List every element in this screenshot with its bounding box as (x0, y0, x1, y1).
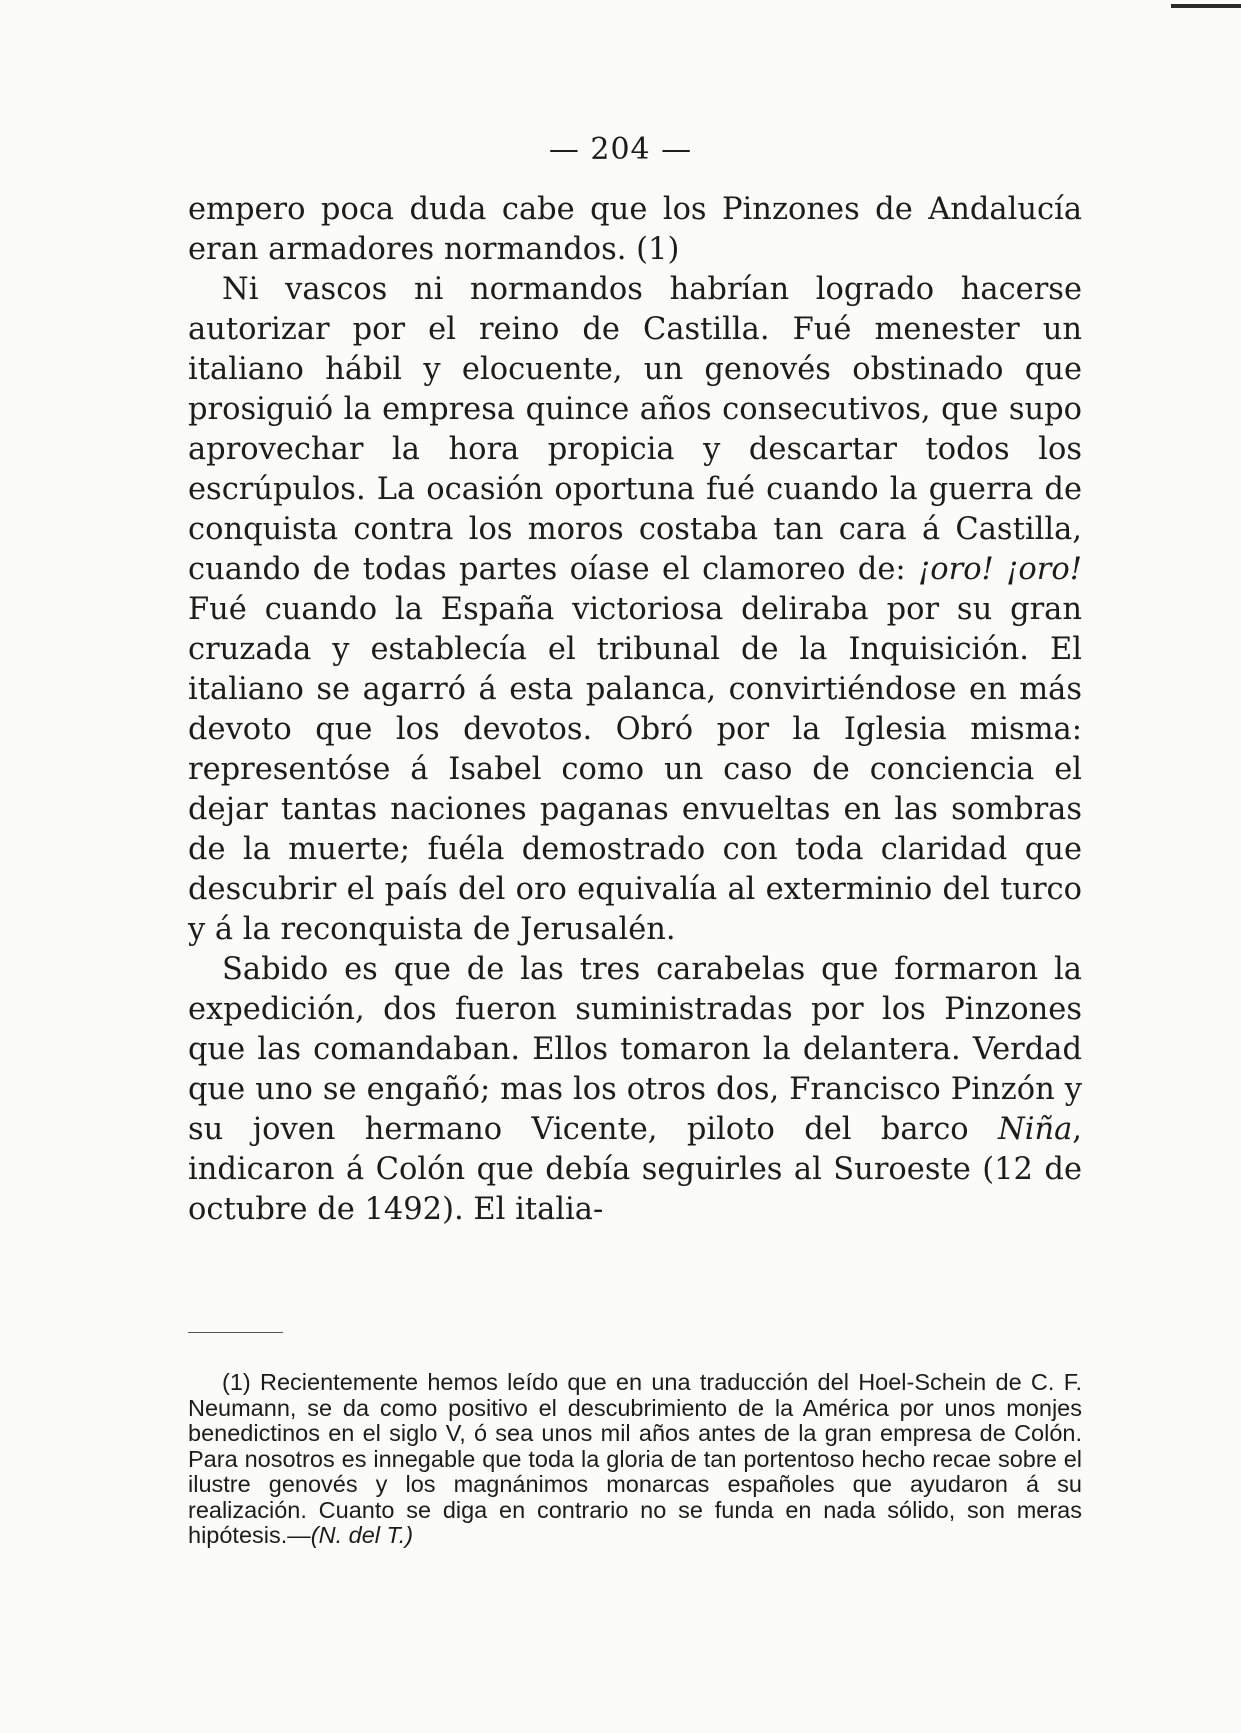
footnote-divider (188, 1332, 283, 1333)
paragraph-2-italic: ¡oro! ¡oro! (918, 552, 1082, 587)
top-edge-rule (1171, 4, 1241, 8)
paragraph-2-text-a: Ni vascos ni normandos habrían logrado hacerse autorizar por el reino de Castilla. Fué menester un italiano hábil y elocuente, un genovés obstinado que prosiguió la empresa quince años consecutivos, que supo aprovechar la hora propicia y descartar todos los escrúpulos. La ocasión oportuna fué cuando la guerra de conquista contra los moros costaba tan cara á Castilla, cuando de todas partes oíase el clamoreo de: (188, 272, 1082, 587)
footnote (188, 1370, 1082, 1549)
paragraph-2 (188, 270, 1082, 950)
paragraph-3-text-a: Sabido es que de las tres carabelas que formaron la expedición, dos fueron suministradas por los Pinzones que las comandaban. Ellos tomaron la delantera. Verdad que uno se engañó; mas los otros dos, Francisco Pinzón y su joven hermano Vicente, piloto del barco (188, 952, 1082, 1147)
paragraph-2-text-b: Fué cuando la España victoriosa deliraba por su gran cruzada y establecía el tribunal de la Inquisición. El italiano se agarró á esta palanca, convirtiéndose en más devoto que los devotos. Obró por la Iglesia misma: representóse á Isabel como un caso de conciencia el dejar tantas naciones paganas envueltas en las sombras de la muerte; fuéla demostrado con toda claridad que descubrir el país del oro equivalía al exterminio del turco y á la reconquista de Jerusalén. (188, 592, 1082, 947)
body-text (188, 190, 1082, 1230)
footnote-text: (1) Recientemente hemos leído que en una traducción del Hoel-Schein de C. F. Neumann, se da como positivo el descubrimiento de la América por unos monjes benedictinos en el siglo V, ó sea unos mil años antes de la gran empresa de Colón. Para nosotros es innegable que toda la gloria de tan portentoso hecho recae sobre el ilustre genovés y los magnánimos monarcas españoles que ayudaron á su realización. Cuanto se diga en contrario no se funda en nada sólido, son meras hipótesis.— (188, 1369, 1082, 1548)
page-number: — 204 — (548, 132, 693, 167)
paragraph-3-italic: Niña (998, 1112, 1073, 1147)
footnote-translator-note: (N. del T.) (310, 1522, 414, 1548)
paragraph-3 (188, 950, 1082, 1230)
paragraph-1 (188, 190, 1082, 270)
paragraph-1-text: empero poca duda cabe que los Pinzones de Andalucía eran armadores normandos. (1) (188, 192, 1082, 267)
paragraph-3-text-b: , indicaron á Colón que debía seguirles al Suroeste (12 de octubre de 1492). El italia- (188, 1112, 1082, 1227)
